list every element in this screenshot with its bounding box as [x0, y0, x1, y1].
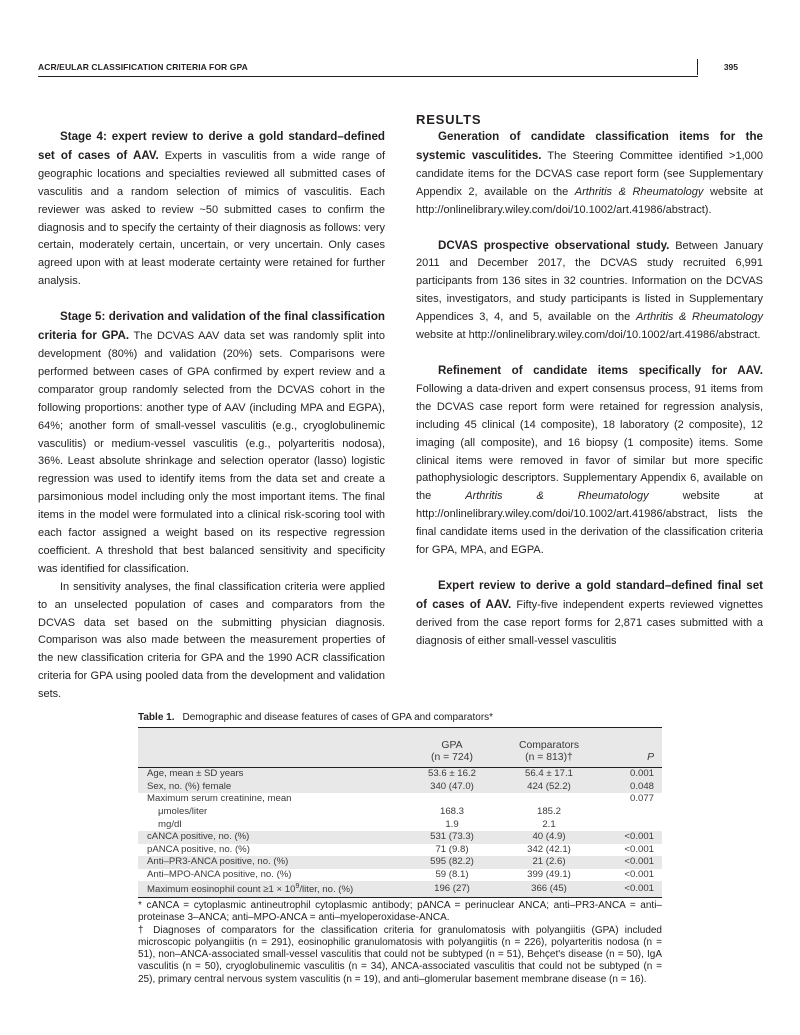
cell-gpa: 53.6 ± 16.2	[410, 768, 494, 781]
right-column	[416, 112, 763, 651]
cell-comparators: 56.4 ± 17.1	[494, 768, 604, 781]
generation-body: The Steering Committee identified >1,000 candidate items for the DCVAS case report form (see Supplementary Appendix 2, available on the	[416, 149, 763, 198]
cell-gpa: 531 (73.3)	[410, 831, 494, 844]
header-gpa-n: (n = 724)	[431, 752, 473, 763]
footnote-comparators: † Diagnoses of comparators for the classification criteria for granulomatosis with polyangiitis (GPA) included microscopic polyangiitis (n = 291), eosinophilic granulomatosis with polyangiitis (n = 226), polyarteritis nodosa (n = 51), non–ANCA-associated small-vessel vasculitis that could not be subtyped (n = 51), Behçet's disease (n = 50), IgA vasculitis (n = 50), cryoglobulinemic vasculitis (n = 34), ANCA-associated vasculitis that could not be subtyped (n = 25), primary central nervous system vasculitis (n = 19), and anti–glomerular basement membrane disease (n = 16).	[138, 924, 662, 985]
table-caption	[138, 712, 493, 723]
cell-p: 0.048	[604, 781, 662, 794]
header-comparators-n: (n = 813)†	[525, 752, 573, 763]
row-label: Anti–MPO-ANCA positive, no. (%)	[147, 869, 292, 881]
cell-gpa: 196 (27)	[410, 881, 494, 897]
row-label: pANCA positive, no. (%)	[147, 843, 250, 855]
row-label-pre: Maximum eosinophil count ≥1 × 10	[147, 884, 296, 896]
stage5-heading: Stage 5: derivation and validation of the final classification criteria for GPA.	[38, 310, 385, 343]
expert-review-paragraph	[416, 577, 763, 651]
header-blank	[138, 728, 410, 768]
results-heading: RESULTS	[416, 112, 482, 127]
stage4-paragraph	[38, 128, 385, 291]
cell-gpa	[410, 793, 494, 806]
cell-comparators: 424 (52.2)	[494, 781, 604, 794]
header-rule	[38, 76, 698, 77]
left-column	[38, 128, 385, 704]
cell-comparators: 40 (4.9)	[494, 831, 604, 844]
cell-p: 0.077	[629, 793, 654, 805]
cell-gpa: 168.3	[439, 806, 464, 818]
header-gpa-label: GPA	[441, 740, 463, 751]
cell-p: 0.001	[604, 768, 662, 781]
refinement-heading: Refinement of candidate items specifically for AAV.	[438, 363, 763, 377]
generation-paragraph	[416, 128, 763, 220]
cell-comparators: 399 (49.1)	[527, 869, 571, 881]
row-label: mg/dl	[158, 818, 182, 830]
running-header	[38, 59, 738, 75]
table-row	[138, 831, 662, 844]
cell-gpa: 595 (82.2)	[410, 856, 494, 869]
cell-comparators: 21 (2.6)	[494, 856, 604, 869]
cell-p	[604, 806, 662, 819]
row-label: Sex, no. (%) female	[138, 781, 410, 794]
stage4-heading: Stage 4: expert review to derive a gold standard–defined set of cases of AAV.	[38, 130, 385, 162]
cell-comparators: 2.1	[542, 818, 556, 830]
table-caption-text: Demographic and disease features of cases of GPA and comparators*	[182, 712, 494, 723]
cell-p: <0.001	[604, 856, 662, 869]
header-gpa	[410, 728, 494, 768]
cell-comparators: 342 (42.1)	[527, 843, 571, 855]
row-label	[138, 881, 410, 897]
table-header-row	[138, 728, 662, 768]
table-footnotes	[138, 900, 662, 986]
stage5-paragraph	[38, 308, 385, 579]
cell-comparators	[494, 793, 604, 806]
header-p: P	[604, 728, 662, 768]
row-label: μmoles/liter	[158, 806, 208, 818]
table-row	[138, 793, 662, 806]
generation-heading: Generation of candidate classification items for the systemic vasculitides.	[416, 130, 763, 162]
refinement-paragraph	[416, 362, 763, 560]
cell-p: <0.001	[624, 843, 654, 855]
row-label: Age, mean ± SD years	[138, 768, 410, 781]
cell-comparators: 185.2	[536, 806, 561, 818]
cell-gpa: 340 (47.0)	[410, 781, 494, 794]
sensitivity-paragraph: In sensitivity analyses, the final classification criteria were applied to an unselected population of cases and comparators from the DCVAS data set based on the submitting physician diagnosis. Comparison was also made between the measurement properties of the new classification criteria for GPA and the 1990 ACR classification criteria for GPA using pooled data from the development and validation sets.	[38, 580, 385, 701]
dcvas-paragraph	[416, 237, 763, 345]
cell-p	[604, 818, 662, 831]
dcvas-heading: DCVAS prospective observational study.	[438, 238, 670, 252]
journal-name: Arthritis & Rheumatology	[636, 311, 763, 324]
refinement-body: Following a data-driven and expert consensus process, 91 items from the DCVAS case report form were retained for regression analysis, including 45 clinical (14 composite), 18 laboratory (2 composite), 12 imaging (all composite), and 16 biopsy (1 composite) items. Some clinical items were removed in favor of similar but more specific pathophysiologic descriptors. Supplementary Appendix 6, available on the	[416, 382, 763, 503]
header-comparators	[494, 728, 604, 768]
cell-gpa: 1.9	[445, 818, 459, 830]
header-divider	[697, 59, 698, 75]
row-label-post: /liter, no. (%)	[299, 884, 354, 896]
footnote-abbreviations: * cANCA = cytoplasmic antineutrophil cytoplasmic antibody; pANCA = perinuclear ANCA; anti–PR3-ANCA = anti–proteinase 3–ANCA; anti–MPO-ANCA = anti–myeloperoxidase-ANCA.	[138, 900, 662, 924]
row-label-sup: 9	[295, 883, 300, 891]
cell-p: <0.001	[604, 881, 662, 897]
row-label: Maximum serum creatinine, mean	[147, 793, 292, 805]
cell-comparators: 366 (45)	[494, 881, 604, 897]
journal-name: Arthritis & Rheumatology	[465, 490, 649, 503]
header-comparators-label: Comparators	[518, 740, 580, 751]
journal-name: Arthritis & Rheumatology	[574, 185, 704, 198]
stage5-body: The DCVAS AAV data set was randomly split into development (80%) and validation (20%) sets. Comparisons were performed between cases of GPA confirmed by expert review and a comparator group randomly selected from the DCVAS cohort in the following proportions: another type of AAV (including MPA and EGPA), 64%; another form of small-vessel vasculitis (e.g., cryoglobulinemic vasculitis) or medium-vessel vasculitis (e.g., polyarteritis nodosa), 36%. Least absolute shrinkage and selection operator (lasso) logistic regression was used to identify items from the data set and create a parsimonious model including only the most important items. The final items in the model were formulated into a clinical risk-scoring tool with each factor assigned a weight based on its respective regression coefficient. A threshold that best balanced sensitivity and specificity was identified for classification.	[38, 330, 385, 575]
cell-p: <0.001	[604, 831, 662, 844]
generation-body-end: website at http://onlinelibrary.wiley.com/doi/10.1002/art.41986/abstract).	[416, 185, 763, 216]
table-row	[138, 806, 662, 819]
refinement-body-end: website at http://onlinelibrary.wiley.com/doi/10.1002/art.41986/abstract, lists the final candidate items used in the derivation of the classification criteria for GPA, MPA, and EGPA.	[416, 490, 763, 557]
stage4-body: Experts in vasculitis from a wide range of geographic locations and specialties reviewed all submitted cases of vasculitis and a random selection of mimics of vasculitis. Each reviewer was asked to review ~50 submitted cases to confirm the diagnosis and to specify the certainty of their diagnosis as follows: very certain, moderately certain, uncertain, or very uncertain. Only cases agreed upon with at least moderate certainty were retained for further analysis.	[38, 149, 385, 288]
row-label: Anti–PR3-ANCA positive, no. (%)	[138, 856, 410, 869]
table-row	[138, 856, 662, 869]
cell-gpa: 59 (8.1)	[435, 869, 469, 881]
running-title: ACR/EULAR CLASSIFICATION CRITERIA FOR GPA	[38, 62, 248, 72]
cell-p: <0.001	[624, 869, 654, 881]
table-row	[138, 844, 662, 857]
table-row	[138, 869, 662, 882]
dcvas-body-end: website at http://onlinelibrary.wiley.com/doi/10.1002/art.41986/abstract.	[416, 329, 761, 342]
table-row	[138, 781, 662, 794]
dcvas-body: Between January 2011 and December 2017, the DCVAS study recruited 6,991 participants from 136 sites in 32 countries. Information on the DCVAS sites, investigators, and study participants is listed in Supplementary Appendices 3, 4, and 5, available on the	[416, 239, 763, 324]
table-row	[138, 818, 662, 831]
demographics-table	[138, 727, 662, 898]
cell-gpa: 71 (9.8)	[435, 843, 469, 855]
row-label: cANCA positive, no. (%)	[138, 831, 410, 844]
expert-review-heading: Expert review to derive a gold standard–defined final set of cases of AAV.	[416, 578, 763, 611]
table-row	[138, 768, 662, 781]
table-row	[138, 881, 662, 897]
table-label: Table 1.	[138, 712, 175, 723]
expert-review-body: Fifty-five independent experts reviewed vignettes derived from the case report forms for 2,871 cases submitted with a diagnosis of either small-vessel vasculitis	[416, 598, 763, 647]
page-number: 395	[723, 62, 738, 72]
